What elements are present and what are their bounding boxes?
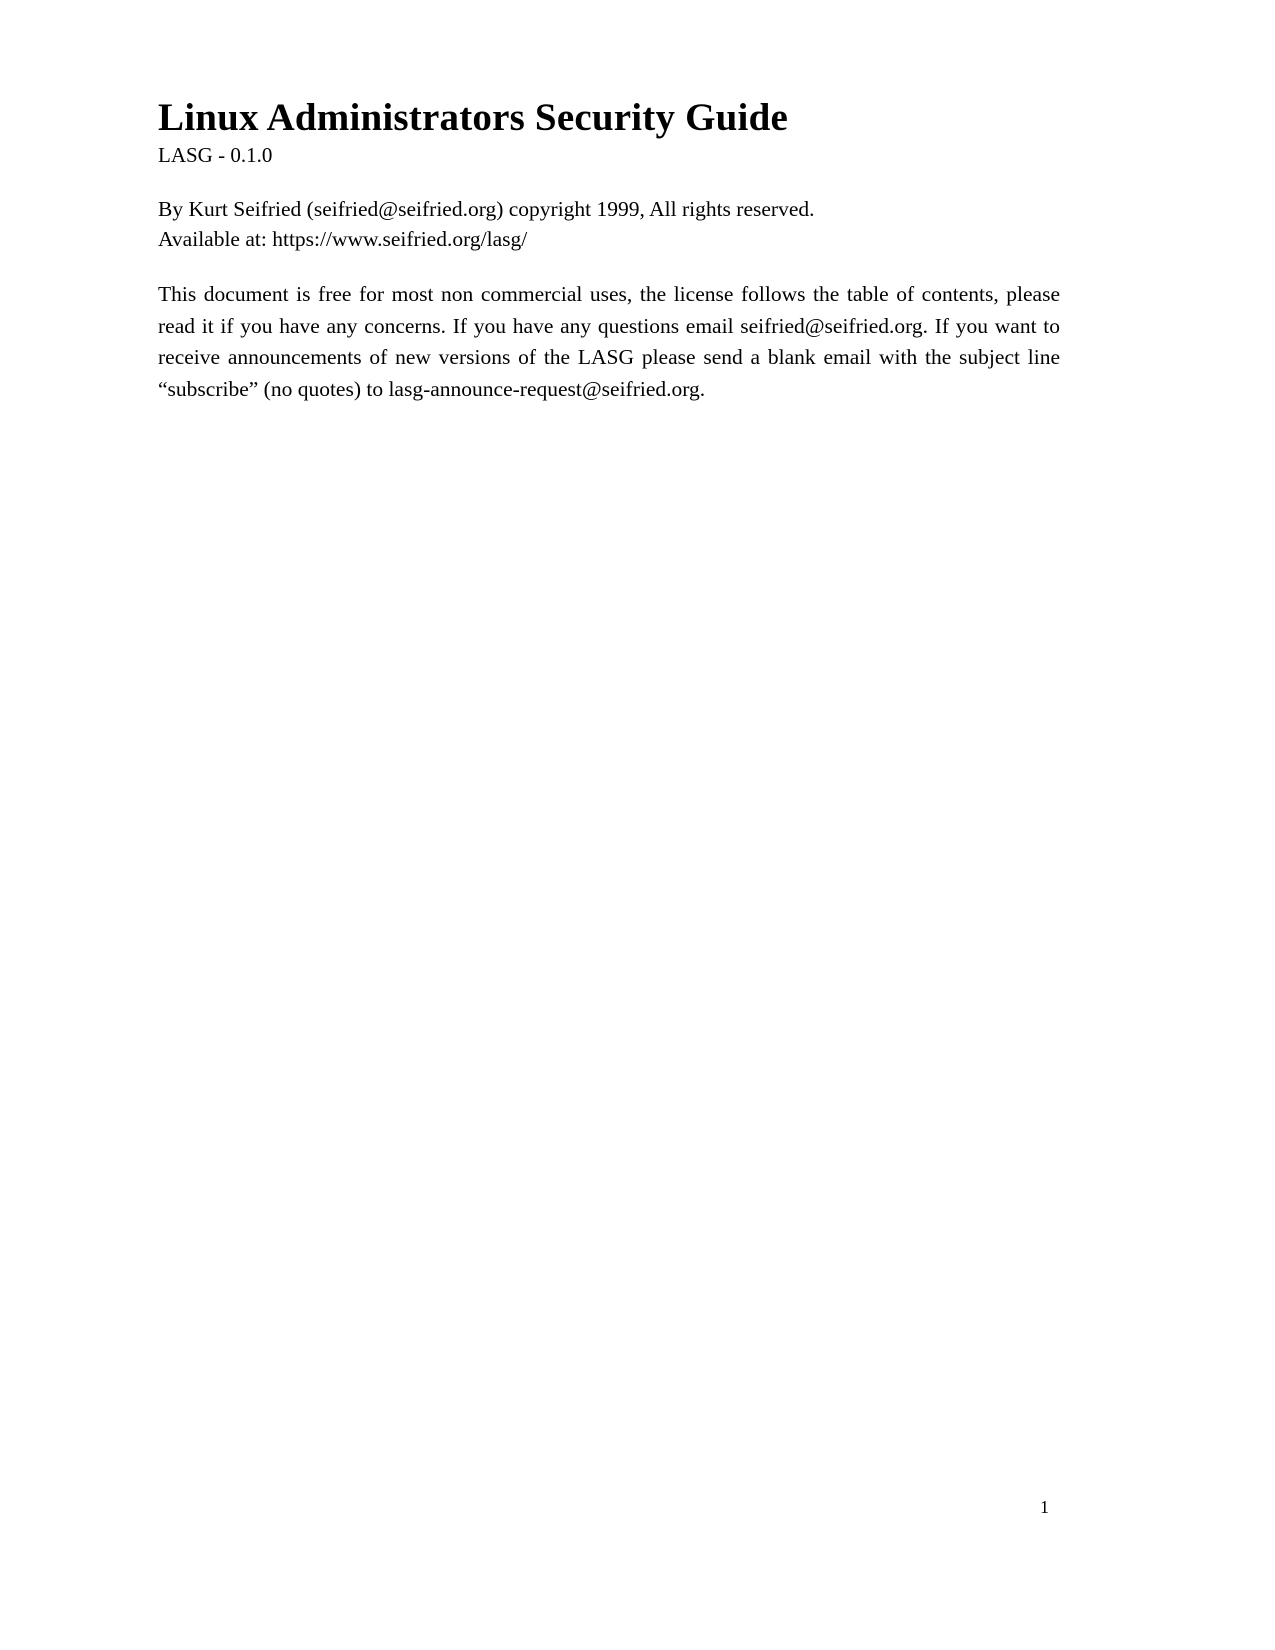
document-version: LASG - 0.1.0 — [158, 142, 273, 167]
byline-text: By Kurt Seifried (seifried@seifried.org) copyright 1999, All rights reserved. — [158, 196, 815, 221]
page-content — [158, 96, 1058, 405]
page-title: Linux Administrators Security Guide — [158, 96, 788, 139]
spacer — [158, 168, 1058, 194]
page-number: 1 — [1040, 1497, 1049, 1517]
availability-text: Available at: https://www.seifried.org/lasg/ — [158, 227, 528, 252]
license-notice: This document is free for most non commercial uses, the license follows the table of contents, please read it if you have any concerns. If you have any questions email seifried@seifried.org. If you want to receive announcements of new versions of the LASG please send a blank email with the subject line “subscribe” (no quotes) to lasg-announce-request@seifried.org. — [158, 281, 1060, 401]
spacer — [158, 255, 1058, 279]
